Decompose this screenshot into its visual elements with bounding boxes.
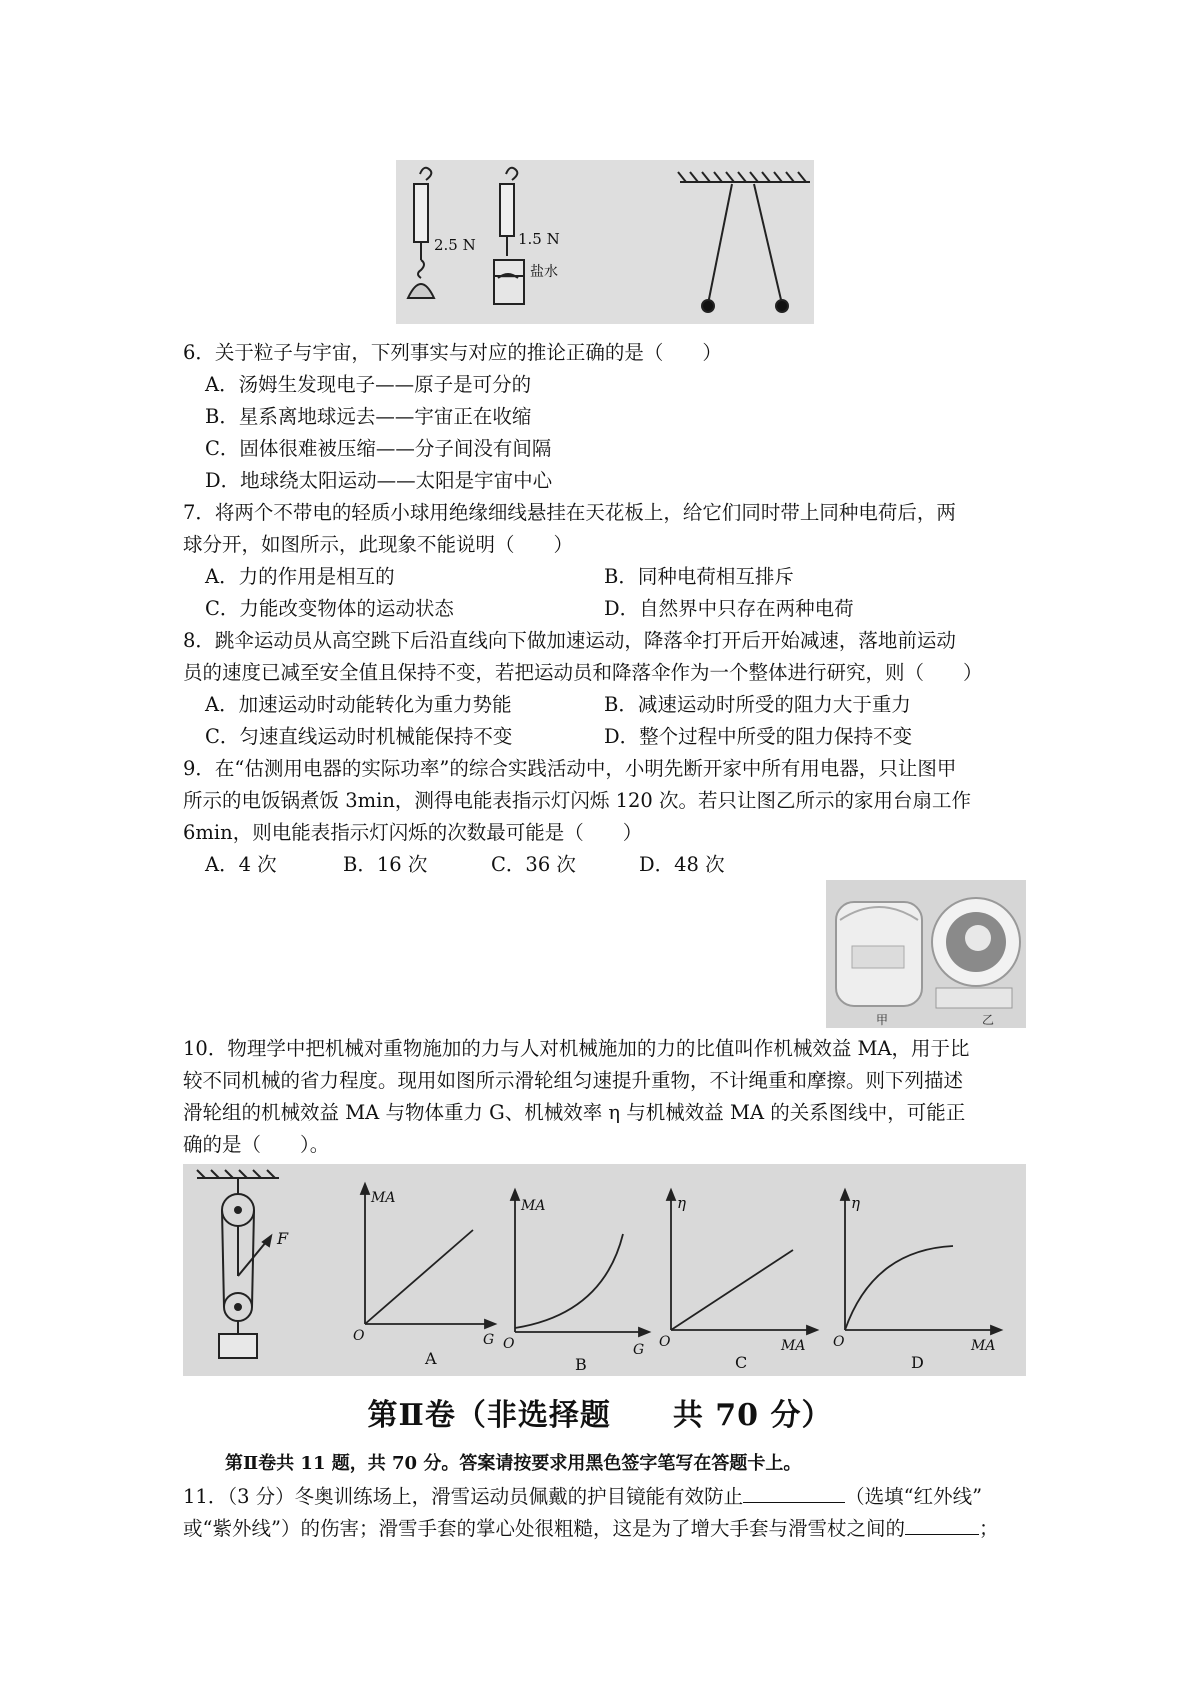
figure-cooker-and-fan: [826, 880, 1026, 1028]
q9-option-a: A．4 次: [205, 853, 277, 876]
graph-d-xlabel: MA: [971, 1338, 996, 1354]
q7-stem-line1: 7．将两个不带电的轻质小球用绝缘细线悬挂在天花板上，给它们同时带上同种电荷后，两: [183, 501, 956, 524]
q7-stem-line2: 球分开，如图所示，此现象不能说明（ ）: [183, 533, 574, 556]
q9-option-d: D．48 次: [639, 853, 725, 876]
graph-b-xlabel: G: [633, 1342, 645, 1358]
q10-stem-line4: 确的是（ ）。: [183, 1133, 330, 1156]
q7-option-d: D．自然界中只存在两种电荷: [604, 597, 854, 620]
graph-b-ylabel: MA: [521, 1198, 546, 1214]
q8-stem-line1: 8．跳伞运动员从高空跳下后沿直线向下做加速运动，降落伞打开后开始减速，落地前运动: [183, 629, 956, 652]
graph-c-ylabel: η: [677, 1194, 686, 1212]
graph-a-ylabel: MA: [371, 1190, 396, 1206]
figure-pulley-graphs: [183, 1164, 1026, 1376]
q8-option-a: A．加速运动时动能转化为重力势能: [205, 693, 512, 716]
q6-stem: 6．关于粒子与宇宙，下列事实与对应的推论正确的是（ ）: [183, 341, 722, 364]
q6-option-b: B．星系离地球远去——宇宙正在收缩: [205, 405, 532, 428]
figure-spring-and-balls: [396, 160, 814, 324]
q8-option-b: B．减速运动时所受的阻力大于重力: [604, 693, 911, 716]
q11-blank-2[interactable]: [905, 1514, 979, 1535]
graph-a: [353, 1184, 495, 1368]
spring2-reading: 1.5 N: [518, 230, 560, 248]
graph-c-xlabel: MA: [781, 1338, 806, 1354]
force-label: F: [277, 1229, 289, 1248]
graph-b-letter: B: [575, 1355, 587, 1374]
q10-stem-line2: 较不同机械的省力程度。现用如图所示滑轮组匀速提升重物，不计绳重和摩擦。则下列描述: [183, 1069, 964, 1092]
section-title: 第Ⅱ卷（非选择题 共 70 分）: [367, 1398, 833, 1433]
desk-fan: [932, 898, 1020, 1008]
graph-c-letter: C: [735, 1353, 748, 1372]
fig-label-jia: 甲: [876, 1013, 889, 1027]
q8-option-d: D．整个过程中所受的阻力保持不变: [604, 725, 913, 748]
graph-d-origin: O: [833, 1334, 845, 1350]
graph-a-origin: O: [353, 1328, 365, 1344]
q6-option-a: A．汤姆生发现电子——原子是可分的: [205, 373, 532, 396]
q8-option-c: C．匀速直线运动时机械能保持不变: [205, 725, 513, 748]
spring1-reading: 2.5 N: [434, 236, 476, 254]
q7-option-b: B．同种电荷相互排斥: [604, 565, 794, 588]
q6-option-d: D．地球绕太阳运动——太阳是宇宙中心: [205, 469, 553, 492]
section-note: 第Ⅱ卷共 11 题，共 70 分。答案请按要求用黑色签字笔写在答题卡上。: [225, 1453, 802, 1474]
liquid-label: 盐水: [530, 264, 558, 280]
q10-stem-line3: 滑轮组的机械效益 MA 与物体重力 G、机械效率 η 与机械效益 MA 的关系图线中，可能正: [183, 1101, 966, 1124]
charged-balls: [678, 172, 810, 312]
fig-label-yi: 乙: [982, 1013, 995, 1027]
graph-c: [659, 1190, 817, 1372]
graph-d: [833, 1190, 1001, 1372]
spring-scale-1: [408, 168, 434, 298]
graph-b: [503, 1190, 649, 1374]
q11-blank-1[interactable]: [743, 1482, 845, 1503]
q11-line1: [183, 1481, 982, 1513]
q8-stem-line2: 员的速度已减至安全值且保持不变，若把运动员和降落伞作为一个整体进行研究，则（ ）: [183, 661, 983, 684]
graph-d-letter: D: [911, 1353, 924, 1372]
q9-stem-line2: 所示的电饭锅煮饭 3min，测得电能表指示灯闪烁 120 次。若只让图乙所示的家用台扇工作: [183, 789, 972, 812]
q10-stem-line1: 10．物理学中把机械对重物施加的力与人对机械施加的力的比值叫作机械效益 MA，用于比: [183, 1037, 970, 1060]
graph-c-origin: O: [659, 1334, 671, 1350]
q9-stem-line1: 9．在“估测用电器的实际功率”的综合实践活动中，小明先断开家中所有用电器，只让图甲: [183, 757, 957, 780]
q7-option-a: A．力的作用是相互的: [205, 565, 395, 588]
q11-part4: ；: [978, 1517, 999, 1540]
graph-b-origin: O: [503, 1336, 515, 1352]
q9-stem-line3: 6min，则电能表指示灯闪烁的次数最可能是（ ）: [183, 821, 643, 844]
pulley-system: [197, 1170, 279, 1358]
graph-d-ylabel: η: [851, 1194, 860, 1212]
q11-part1: 11．（3 分）冬奥训练场上，滑雪运动员佩戴的护目镜能有效防止: [183, 1485, 744, 1508]
q9-option-b: B．16 次: [343, 853, 428, 876]
q11-part3: 或“紫外线”）的伤害；滑雪手套的掌心处很粗糙，这是为了增大手套与滑雪杖之间的: [183, 1517, 905, 1540]
q7-option-c: C．力能改变物体的运动状态: [205, 597, 454, 620]
q11-part2: （选填“红外线”: [845, 1485, 983, 1508]
graph-a-letter: A: [425, 1349, 437, 1368]
q6-option-c: C．固体很难被压缩——分子间没有间隔: [205, 437, 552, 460]
graph-a-xlabel: G: [483, 1332, 495, 1348]
q9-option-c: C．36 次: [491, 853, 576, 876]
q11-line2: [183, 1513, 998, 1545]
rice-cooker: [836, 902, 922, 1006]
